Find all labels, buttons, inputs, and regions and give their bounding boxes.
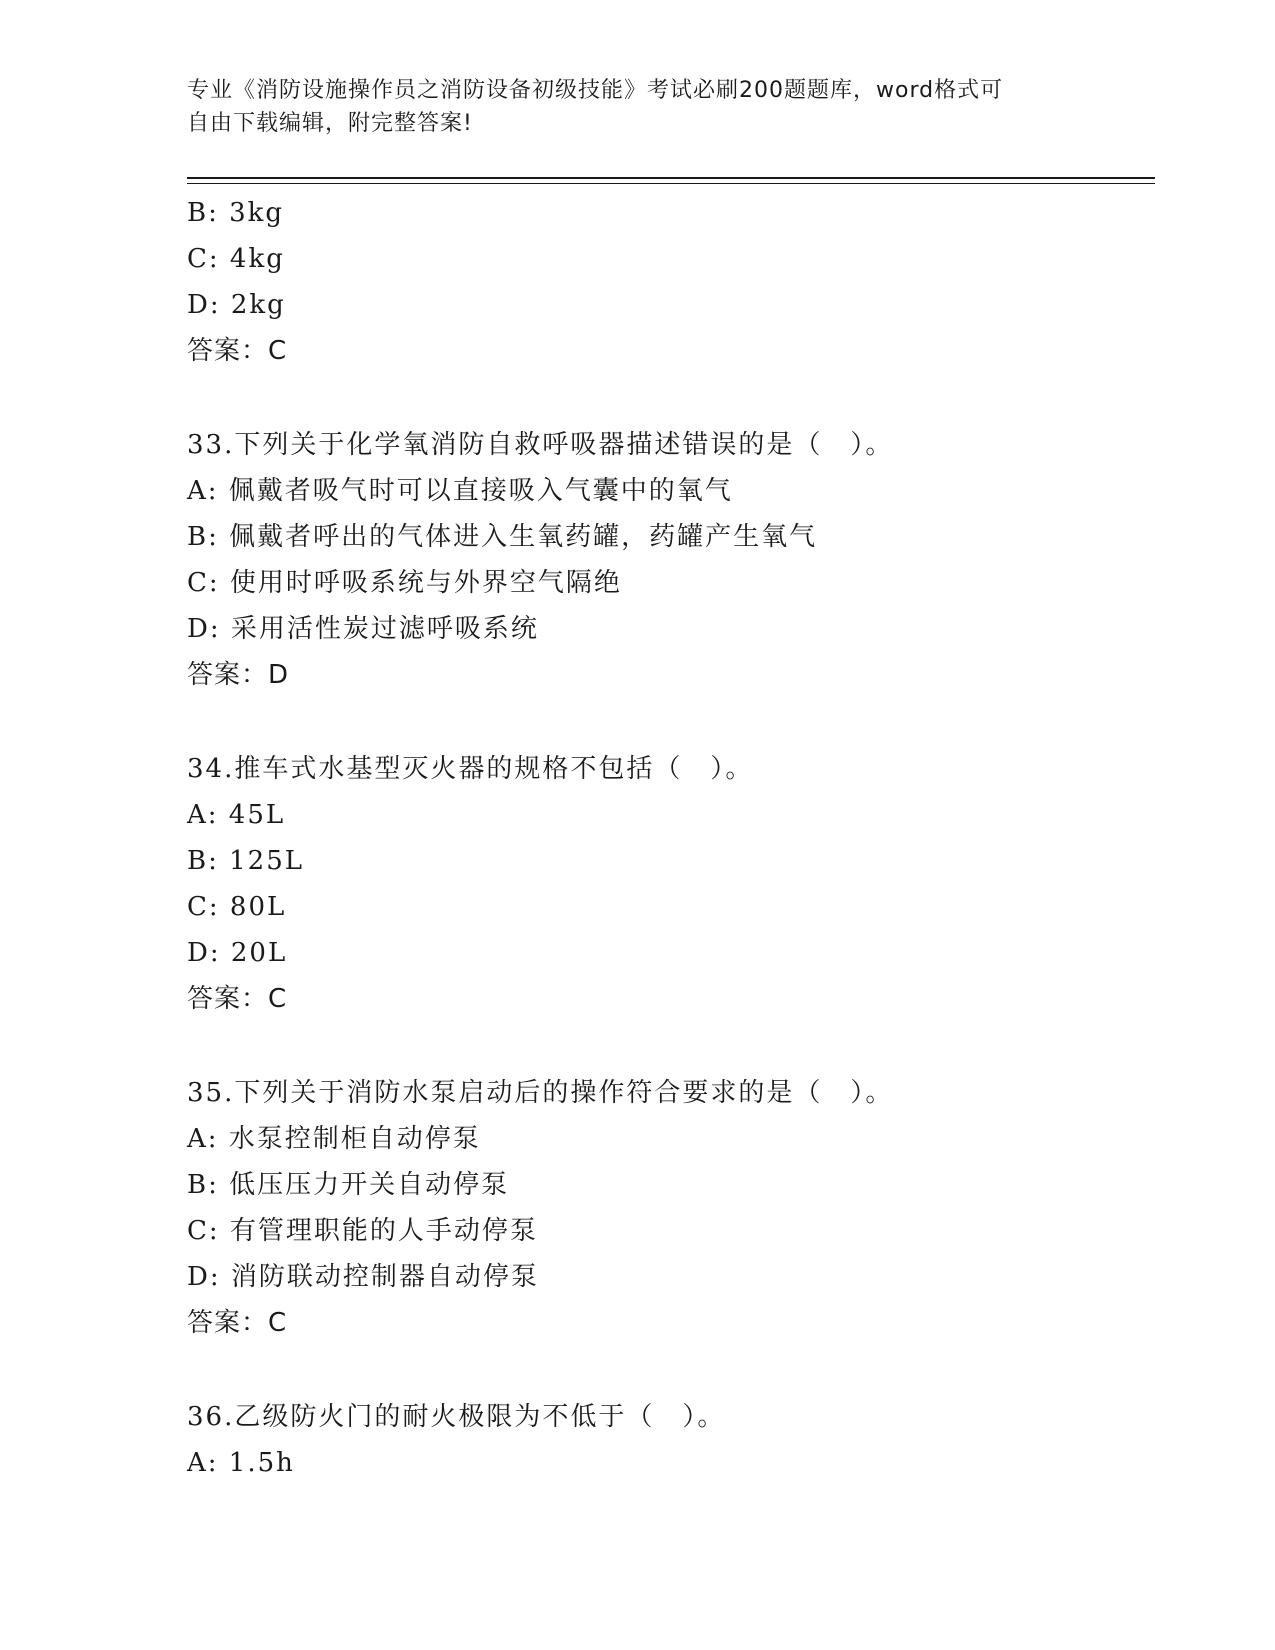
spacer — [187, 1022, 1155, 1070]
option-b: B: 3kg — [187, 198, 285, 228]
option-b: B: 低压压力开关自动停泵 — [187, 1170, 510, 1200]
option-a: A: 1.5h — [187, 1448, 295, 1478]
question-block-32 — [187, 190, 1155, 374]
question-title: 36.乙级防火门的耐火极限为不低于（ ）。 — [187, 1402, 726, 1432]
option-c: C: 使用时呼吸系统与外界空气隔绝 — [187, 568, 622, 598]
document-header — [187, 74, 1067, 140]
question-title: 33.下列关于化学氧消防自救呼吸器描述错误的是（ ）。 — [187, 430, 894, 460]
question-title: 34.推车式水基型灭火器的规格不包括（ ）。 — [187, 754, 754, 784]
option-c: C: 80L — [187, 892, 287, 922]
option-a: A: 水泵控制柜自动停泵 — [187, 1124, 481, 1154]
option-c: C: 有管理职能的人手动停泵 — [187, 1216, 538, 1246]
header-divider-thin — [187, 183, 1155, 184]
option-b: B: 125L — [187, 846, 305, 876]
answer-line: 答案：C — [187, 984, 288, 1014]
option-c: C: 4kg — [187, 244, 285, 274]
option-d: D: 20L — [187, 938, 288, 968]
spacer — [187, 1346, 1155, 1394]
header-line-1: 专业《消防设施操作员之消防设备初级技能》考试必刷200题题库，word格式可 — [187, 78, 1004, 103]
question-block-34 — [187, 746, 1155, 1022]
option-d: D: 消防联动控制器自动停泵 — [187, 1262, 539, 1292]
question-block-35 — [187, 1070, 1155, 1346]
header-divider-thick — [187, 177, 1155, 179]
question-content — [187, 190, 1155, 1486]
option-d: D: 2kg — [187, 290, 286, 320]
option-d: D: 采用活性炭过滤呼吸系统 — [187, 614, 539, 644]
spacer — [187, 698, 1155, 746]
answer-line: 答案：C — [187, 336, 288, 366]
header-line-2: 自由下载编辑，附完整答案! — [187, 111, 473, 136]
option-a: A: 佩戴者吸气时可以直接吸入气囊中的氧气 — [187, 476, 733, 506]
question-block-33 — [187, 422, 1155, 698]
option-b: B: 佩戴者呼出的气体进入生氧药罐，药罐产生氧气 — [187, 522, 818, 552]
option-a: A: 45L — [187, 800, 286, 830]
answer-line: 答案：D — [187, 660, 290, 690]
spacer — [187, 374, 1155, 422]
answer-line: 答案：C — [187, 1308, 288, 1338]
question-title: 35.下列关于消防水泵启动后的操作符合要求的是（ ）。 — [187, 1078, 894, 1108]
question-block-36 — [187, 1394, 1155, 1486]
